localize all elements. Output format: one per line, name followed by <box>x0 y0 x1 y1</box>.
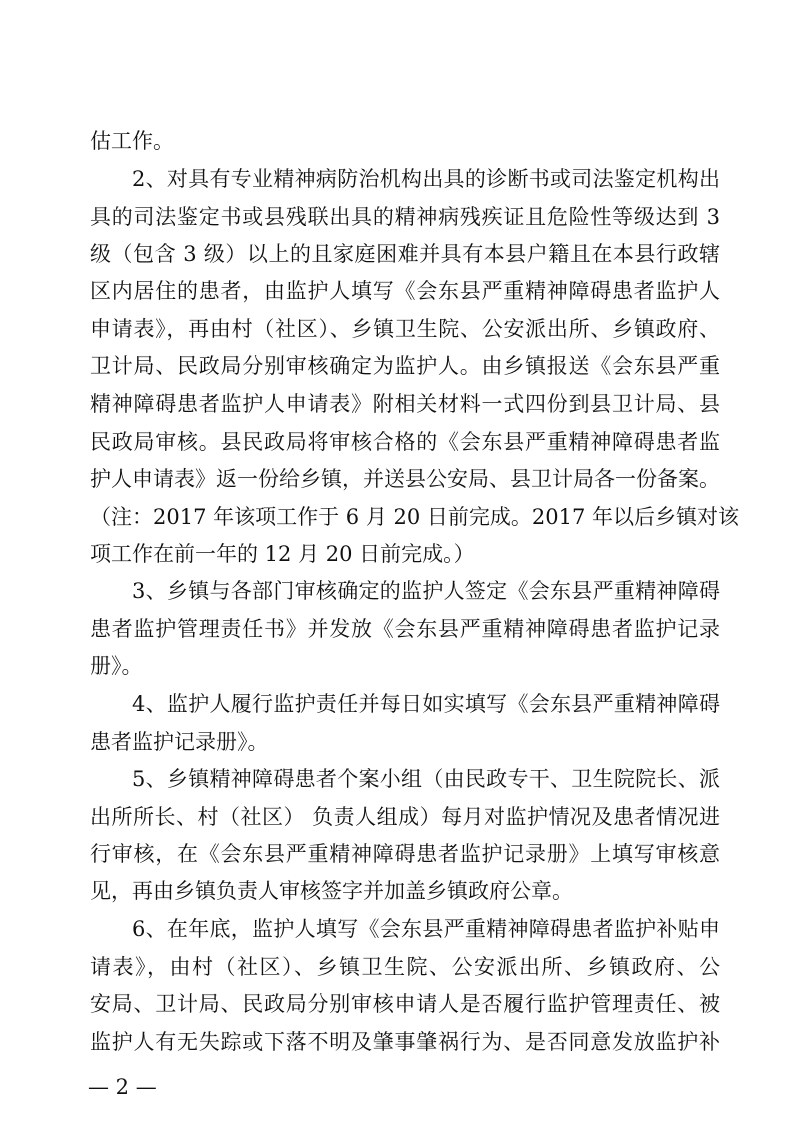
text-line: 精神障碍患者监护人申请表》附相关材料一式四份到县卫计局、县 <box>90 392 720 416</box>
text-line: 项工作在前一年的 12 月 20 日前完成。） <box>90 542 475 566</box>
text-line: 安局、卫计局、民政局分别审核申请人是否履行监护管理责任、被 <box>90 992 720 1016</box>
text-line: 行审核，在《会东县严重精神障碍患者监护记录册》上填写审核意 <box>90 842 720 866</box>
text-line: 级（包含 3 级）以上的且家庭困难并具有本县户籍且在本县行政辖 <box>90 242 720 266</box>
text-line: 民政局审核。县民政局将审核合格的《会东县严重精神障碍患者监 <box>90 430 720 454</box>
text-line: 4、监护人履行监护责任并每日如实填写《会东县严重精神障碍 <box>132 692 720 716</box>
text-line: 册》。 <box>90 654 143 678</box>
text-line: 卫计局、民政局分别审核确定为监护人。由乡镇报送《会东县严重 <box>90 354 720 378</box>
text-line: 患者监护记录册》。 <box>90 730 269 754</box>
text-line: 请表》，由村（社区）、乡镇卫生院、公安派出所、乡镇政府、公 <box>90 955 720 979</box>
text-line: 患者监护管理责任书》并发放《会东县严重精神障碍患者监护记录 <box>90 617 720 641</box>
text-line: 5、乡镇精神障碍患者个案小组（由民政专干、卫生院院长、派 <box>132 767 720 791</box>
text-line: 2、对具有专业精神病防治机构出具的诊断书或司法鉴定机构出 <box>132 167 720 191</box>
text-line: 护人申请表》返一份给乡镇，并送县公安局、县卫计局各一份备案。 <box>90 467 720 491</box>
text-line: 监护人有无失踪或下落不明及肇事肇祸行为、是否同意发放监护补 <box>90 1030 720 1054</box>
page-number: — 2 — <box>88 1075 157 1099</box>
text-line: 3、乡镇与各部门审核确定的监护人签定《会东县严重精神障碍 <box>132 579 720 603</box>
text-line: 区内居住的患者，由监护人填写《会东县严重精神障碍患者监护人 <box>90 279 720 303</box>
text-line: 见，再由乡镇负责人审核签字并加盖乡镇政府公章。 <box>90 879 573 903</box>
text-line: 具的司法鉴定书或县残联出具的精神病残疾证且危险性等级达到 3 <box>90 205 720 229</box>
text-line: 估工作。 <box>90 129 174 153</box>
text-line: 申请表》，再由村（社区）、乡镇卫生院、公安派出所、乡镇政府、 <box>90 317 720 341</box>
text-line: （注：2017 年该项工作于 6 月 20 日前完成。2017 年以后乡镇对该 <box>90 505 740 529</box>
text-line: 6、在年底，监护人填写《会东县严重精神障碍患者监护补贴申 <box>132 917 720 941</box>
text-line: 出所所长、村（社区） 负责人组成）每月对监护情况及患者情况进 <box>90 805 720 829</box>
